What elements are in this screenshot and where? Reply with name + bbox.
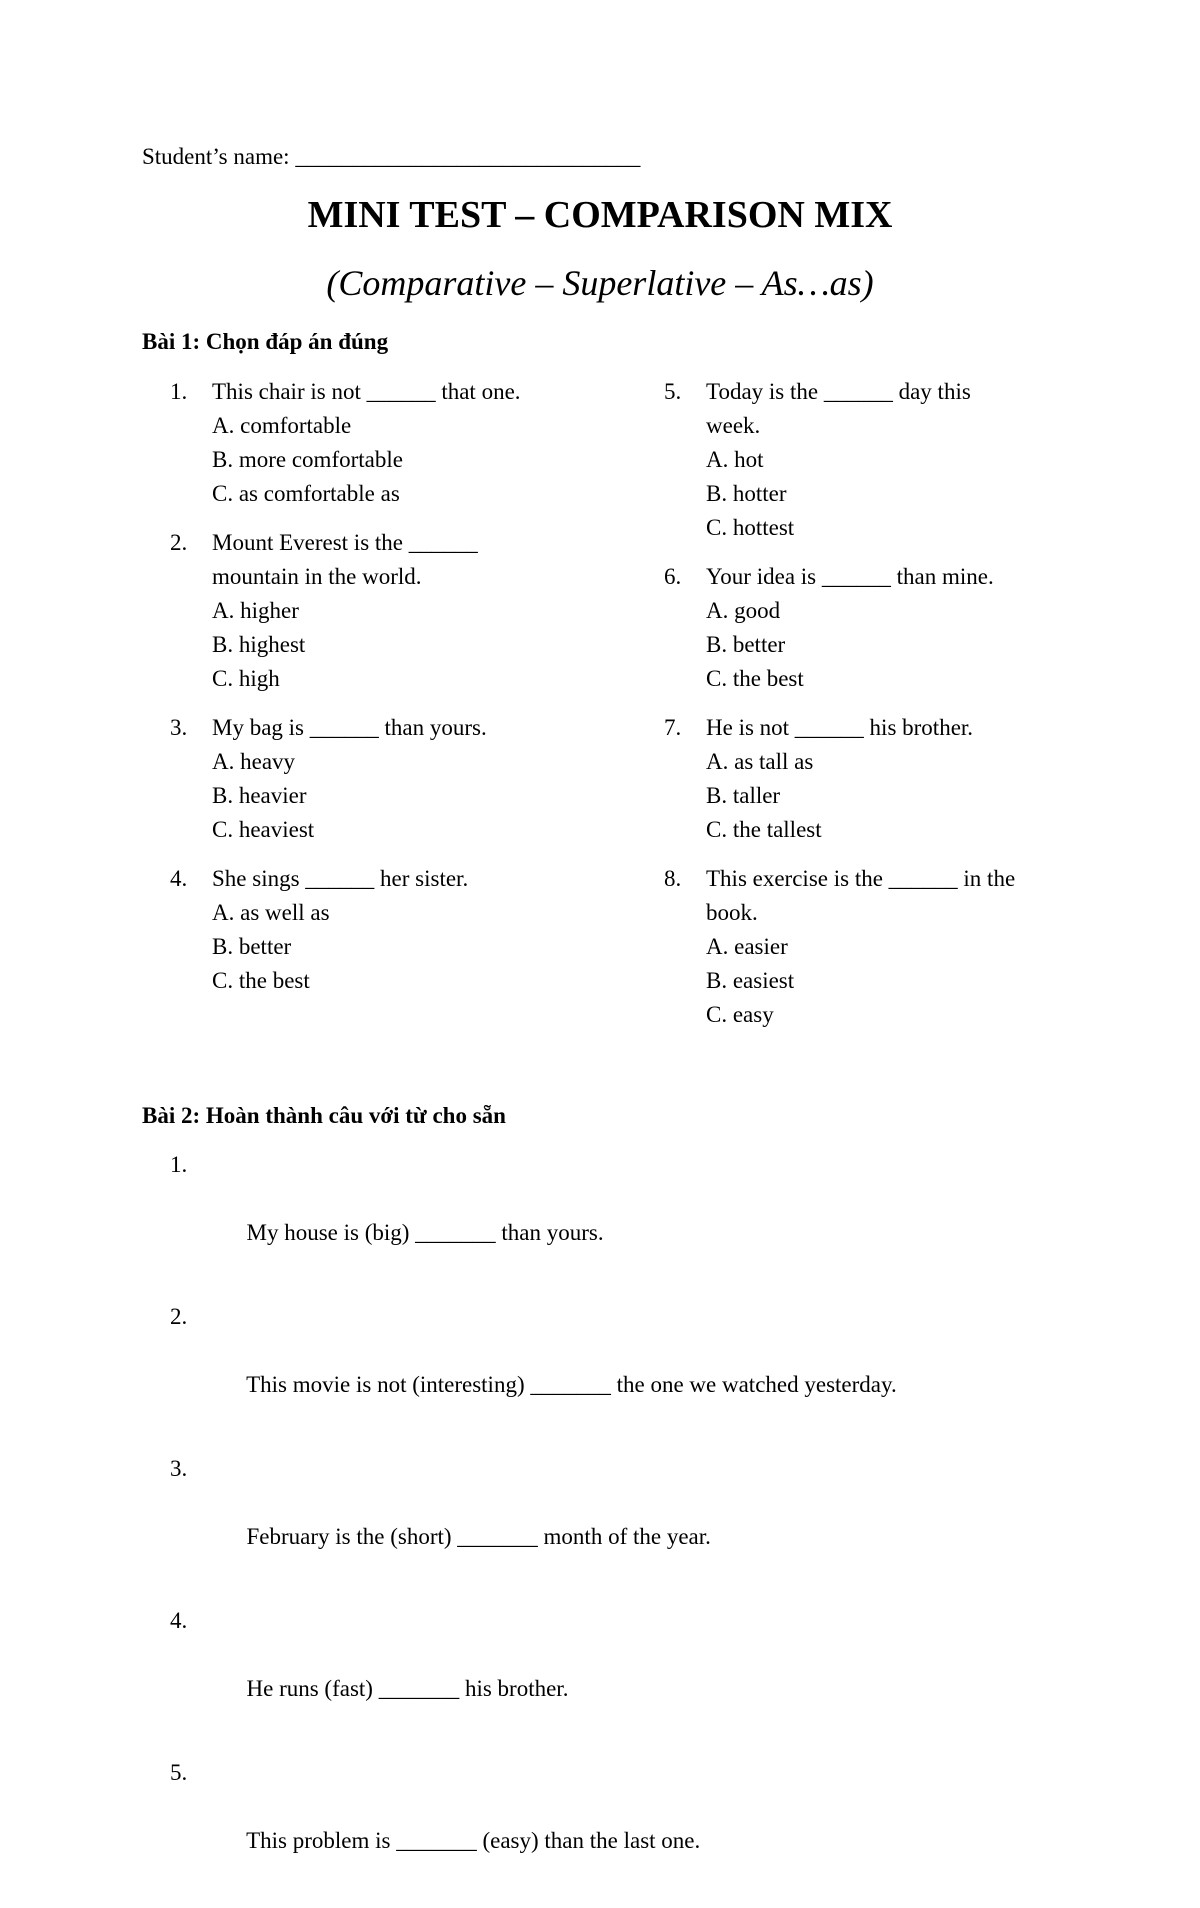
questions-right-column [664,375,1084,1047]
question-stem: She sings ______ her sister. [212,866,469,891]
question-number: 2. [170,530,188,555]
option-b: B. better [706,632,786,657]
option-b: B. heavier [212,783,307,808]
item-number: 4. [170,1608,188,1633]
question-4 [170,862,610,998]
question-7 [664,711,1084,847]
option-c: C. heaviest [212,817,315,842]
question-stem: Your idea is ______ than mine. [706,564,994,589]
item-number: 5. [170,1760,188,1785]
fill-item-4 [170,1604,1070,1740]
fill-item-1 [170,1148,1070,1284]
option-c: C. hottest [706,515,795,540]
option-c: C. the tallest [706,817,822,842]
question-stem: Mount Everest is the ______ mountain in the world. [212,530,478,589]
question-number: 1. [170,379,188,404]
option-a: A. comfortable [212,413,352,438]
item-number: 2. [170,1304,188,1329]
question-2 [170,526,610,696]
option-c: C. high [212,666,280,691]
option-c: C. as comfortable as [212,481,400,506]
item-text: He runs (fast) _______ his brother. [246,1676,569,1701]
item-text: This problem is _______ (easy) than the last one. [246,1828,701,1853]
option-a: A. easier [706,934,788,959]
item-number: 1. [170,1152,188,1177]
option-a: A. as tall as [706,749,814,774]
option-a: A. hot [706,447,764,472]
option-c: C. the best [212,968,310,993]
question-5 [664,375,1084,545]
section1-heading: Bài 1: Chọn đáp án đúng [142,329,389,354]
option-a: A. heavy [212,749,296,774]
page-subtitle: (Comparative – Superlative – As…as) [326,263,874,303]
option-c: C. the best [706,666,804,691]
fill-in-list [170,1148,1070,1908]
option-a: A. higher [212,598,299,623]
option-a: A. good [706,598,781,623]
option-b: B. more comfortable [212,447,403,472]
question-number: 7. [664,715,682,740]
question-number: 3. [170,715,188,740]
question-number: 8. [664,866,682,891]
option-b: B. hotter [706,481,787,506]
option-b: B. better [212,934,292,959]
option-b: B. easiest [706,968,795,993]
option-b: B. highest [212,632,306,657]
item-text: February is the (short) _______ month of the year. [246,1524,711,1549]
question-stem: My bag is ______ than yours. [212,715,487,740]
page-title: MINI TEST – COMPARISON MIX [307,194,893,236]
question-stem: This chair is not ______ that one. [212,379,521,404]
question-number: 4. [170,866,188,891]
question-number: 6. [664,564,682,589]
question-stem: This exercise is the ______ in the book. [706,866,1016,925]
option-b: B. taller [706,783,781,808]
question-number: 5. [664,379,682,404]
question-stem: He is not ______ his brother. [706,715,974,740]
item-text: My house is (big) _______ than yours. [246,1220,604,1245]
option-c: C. easy [706,1002,774,1027]
questions-left-column [170,375,610,1013]
question-8 [664,862,1084,1032]
question-stem: Today is the ______ day this week. [706,379,971,438]
student-name-line: Student’s name: ______________________________ [142,144,641,169]
item-text: This movie is not (interesting) _______ the one we watched yesterday. [246,1372,897,1397]
fill-item-3 [170,1452,1070,1588]
fill-item-5 [170,1756,1070,1892]
option-a: A. as well as [212,900,330,925]
question-3 [170,711,610,847]
item-number: 3. [170,1456,188,1481]
fill-item-2 [170,1300,1070,1436]
question-1 [170,375,610,511]
section2-heading: Bài 2: Hoàn thành câu với từ cho sẵn [142,1103,506,1128]
question-6 [664,560,1084,696]
